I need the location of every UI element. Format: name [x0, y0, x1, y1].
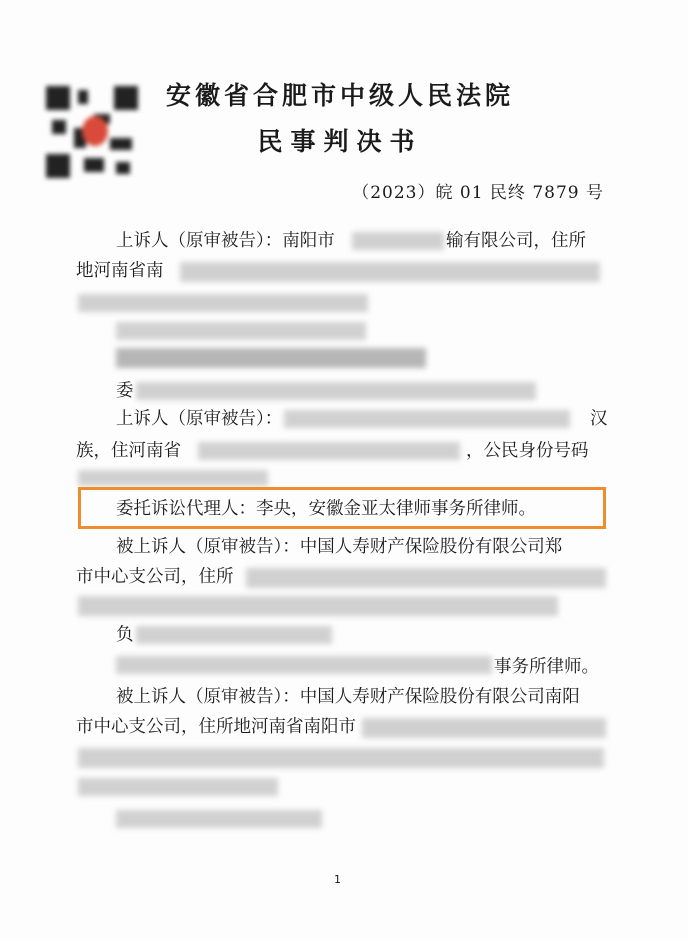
redaction	[362, 718, 606, 738]
redaction	[136, 626, 332, 644]
redaction	[78, 470, 268, 486]
redaction	[78, 596, 558, 616]
redaction	[136, 382, 536, 400]
respondent-1-label: 被上诉人（原审被告）：中国人寿财产保险股份有限公司郑	[116, 537, 563, 557]
redaction	[78, 294, 368, 312]
redaction	[284, 410, 570, 428]
redaction	[246, 568, 606, 588]
document-title: 民事判决书	[257, 127, 423, 156]
respondent-2-address: 市中心支公司，住所地河南省南阳市	[76, 717, 356, 737]
case-number: （2023）皖 01 民终 7879 号	[352, 183, 604, 203]
respondent-1-address: 市中心支公司，住所	[76, 567, 234, 587]
redaction	[78, 748, 604, 768]
appellant-1-label: 上诉人（原审被告）：南阳市	[116, 231, 335, 251]
appellant-2-label: 上诉人（原审被告）：	[116, 409, 283, 429]
respondent-1-rep-label: 负	[116, 625, 134, 645]
redaction	[116, 322, 366, 340]
redaction	[116, 348, 426, 368]
redaction	[352, 232, 444, 250]
qr-code-image	[44, 84, 140, 180]
page-number: 1	[334, 873, 341, 886]
redaction	[116, 656, 492, 674]
redaction	[198, 442, 460, 460]
appellant-2-address: 族，住河南省	[76, 441, 181, 461]
appellant-2-ethnicity: 汉	[590, 409, 608, 429]
redaction	[78, 778, 278, 796]
redaction	[180, 262, 600, 282]
court-name: 安徽省合肥市中级人民法院	[165, 81, 514, 110]
redaction	[116, 810, 322, 828]
respondent-2-label: 被上诉人（原审被告）：中国人寿财产保险股份有限公司南阳	[116, 687, 580, 707]
appellant-2-id-label: ，公民身份号码	[466, 441, 589, 461]
attorney-line: 委托诉讼代理人：李央，安徽金亚太律师事务所律师。	[116, 499, 536, 519]
appellant-1-address: 地河南省南	[76, 261, 164, 281]
respondent-1-agent-suffix: 事务所律师。	[494, 657, 599, 677]
appellant-1-suffix: 输有限公司，住所	[446, 231, 586, 251]
agent-1-label: 委	[116, 381, 134, 401]
